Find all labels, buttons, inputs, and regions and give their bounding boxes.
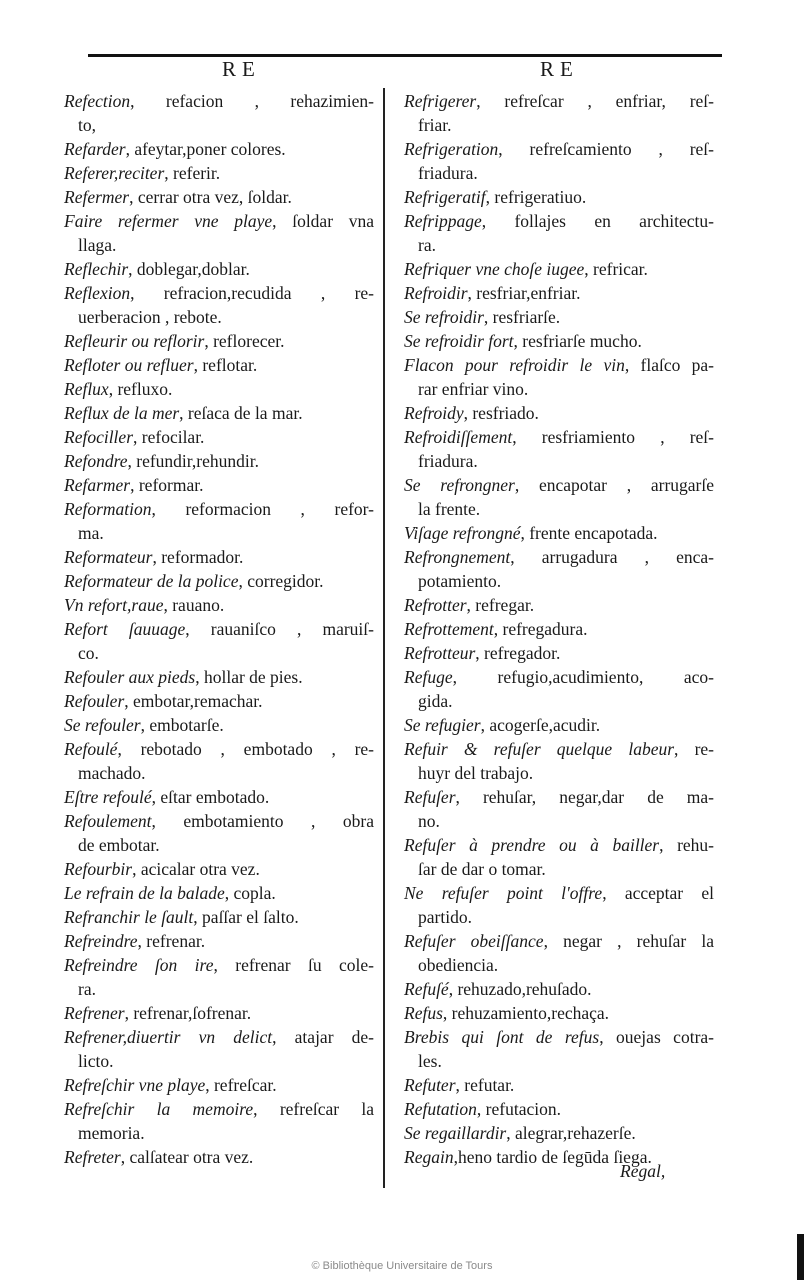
entry-headword: Refleurir ou reflorir (64, 331, 205, 351)
entry-headword: Refuſé (404, 979, 449, 999)
entry-headword: Reformation (64, 499, 152, 519)
entry-definition: , corregidor. (238, 571, 324, 591)
dictionary-entry (64, 1097, 374, 1145)
entry-definition: , rauano. (163, 595, 225, 615)
entry-definition: , refacion , rehazimien- (130, 91, 374, 111)
entry-continuation: ſar de dar o tomar. (418, 859, 546, 879)
dictionary-entry (64, 161, 374, 185)
dictionary-entry (404, 665, 714, 713)
entry-headword: Se refroidir fort (404, 331, 514, 351)
entry-definition: , negar , rehuſar la (543, 931, 714, 951)
entry-headword: Refrongnement (404, 547, 511, 567)
entry-definition: , follajes en architectu- (481, 211, 714, 231)
entry-continuation: friar. (418, 115, 452, 135)
entry-definition: , frente encapotada. (520, 523, 658, 543)
entry-headword: Reflux de la mer (64, 403, 180, 423)
entry-headword: Refroidy (404, 403, 464, 423)
entry-definition: , flaſco pa- (624, 355, 715, 375)
entry-definition: , copla. (224, 883, 276, 903)
entry-headword: Reflechir (64, 259, 129, 279)
entry-headword: Refus (404, 1003, 443, 1023)
dictionary-entry (404, 833, 714, 881)
entry-continuation: ma. (78, 523, 104, 543)
dictionary-entry (64, 929, 374, 953)
entry-definition: , refreſcar la (253, 1099, 374, 1119)
entry-definition: , refregador. (475, 643, 561, 663)
entry-headword: Refloter ou refluer (64, 355, 194, 375)
entry-definition: , reſaca de la mar. (179, 403, 303, 423)
entry-definition: , refutacion. (476, 1099, 561, 1119)
dictionary-entry (404, 545, 714, 593)
dictionary-entry (64, 425, 374, 449)
entry-definition: , rehuzado,rehuſado. (448, 979, 592, 999)
entry-definition: , refregar. (466, 595, 535, 615)
entry-definition: , hollar de pies. (195, 667, 303, 687)
entry-definition: , acicalar otra vez. (132, 859, 260, 879)
entry-headword: Refrippage (404, 211, 482, 231)
entry-headword: Reformateur (64, 547, 153, 567)
entry-definition: , refreſcar , enfriar, reſ- (476, 91, 714, 111)
entry-definition: , reformar. (130, 475, 204, 495)
entry-definition: , acogerſe,acudir. (480, 715, 601, 735)
dictionary-entry (64, 1145, 374, 1169)
entry-definition: , refrenar,ſofrenar. (124, 1003, 252, 1023)
entry-continuation: la frente. (418, 499, 481, 519)
dictionary-entry (64, 809, 374, 857)
dictionary-entry (64, 377, 374, 401)
entry-definition: , re- (674, 739, 714, 759)
entry-headword: Refarder (64, 139, 126, 159)
entry-definition: , refreſcamiento , reſ- (498, 139, 714, 159)
entry-continuation: huyr del trabajo. (418, 763, 534, 783)
catchword: Regal, (620, 1161, 666, 1181)
entry-headword: Le refrain de la balade (64, 883, 225, 903)
dictionary-entry (64, 353, 374, 377)
dictionary-entry (404, 1097, 714, 1121)
entry-definition: , reflotar. (193, 355, 258, 375)
entry-headword: Refrottement (404, 619, 494, 639)
entry-headword: Refuge (404, 667, 453, 687)
dictionary-entry (404, 281, 714, 305)
dictionary-entry (64, 569, 374, 593)
entry-headword: Refutation (404, 1099, 477, 1119)
dictionary-entry (404, 617, 714, 641)
dictionary-entry (64, 1001, 374, 1025)
dictionary-entry (64, 785, 374, 809)
entry-headword: Refociller (64, 427, 134, 447)
entry-continuation: co. (78, 643, 99, 663)
dictionary-entry (64, 401, 374, 425)
entry-definition: , resfriar,enfriar. (467, 283, 581, 303)
entry-headword: Refoulement (64, 811, 152, 831)
entry-continuation: gida. (418, 691, 453, 711)
entry-continuation: machado. (78, 763, 146, 783)
entry-definition: , refracion,recudida , re- (130, 283, 374, 303)
entry-headword: Reflux (64, 379, 109, 399)
dictionary-entry (404, 593, 714, 617)
entry-headword: Referer,reciter (64, 163, 165, 183)
entry-definition: , resfriado. (463, 403, 539, 423)
dictionary-entry (404, 1001, 714, 1025)
entry-definition: , resfriarſe mucho. (513, 331, 642, 351)
copyright-footer: © Bibliothèque Universitaire de Tours (311, 1260, 493, 1272)
entry-definition: , refocilar. (133, 427, 205, 447)
entry-continuation: potamiento. (418, 571, 502, 591)
dictionary-entry (404, 929, 714, 977)
dictionary-entry (64, 137, 374, 161)
entry-continuation: to, (78, 115, 96, 135)
entry-definition: , rebotado , embotado , re- (117, 739, 374, 759)
dictionary-entry (64, 593, 374, 617)
entry-headword: Refroidir (404, 283, 468, 303)
dictionary-entry (64, 545, 374, 569)
entry-headword: Refreſchir la memoire (64, 1099, 254, 1119)
entry-definition: , embotamiento , obra (151, 811, 374, 831)
left-column (64, 89, 374, 1169)
entry-definition: , refregadura. (493, 619, 588, 639)
entry-definition: , resfriamiento , reſ- (512, 427, 714, 447)
entry-definition: , rehuzamiento,rechaça. (442, 1003, 610, 1023)
dictionary-entry (64, 1025, 374, 1073)
entry-continuation: no. (418, 811, 440, 831)
entry-headword: Refondre (64, 451, 128, 471)
entry-definition: , ſoldar vna (272, 211, 374, 231)
dictionary-entry (64, 1073, 374, 1097)
entry-definition: , refreſcar. (205, 1075, 277, 1095)
entry-continuation: friadura. (418, 451, 478, 471)
entry-continuation: ra. (78, 979, 96, 999)
entry-definition: , embotar,remachar. (124, 691, 263, 711)
entry-headword: Reflexion (64, 283, 131, 303)
entry-headword: Flacon pour refroidir le vin (404, 355, 625, 375)
scan-edge (797, 1234, 804, 1280)
entry-headword: Refarmer (64, 475, 131, 495)
entry-headword: Refort ſauuage (64, 619, 186, 639)
column-divider (383, 88, 385, 1188)
entry-continuation: partido. (418, 907, 472, 927)
dictionary-entry (64, 905, 374, 929)
dictionary-entry (64, 617, 374, 665)
entry-headword: Refriquer vne choſe iugee (404, 259, 585, 279)
dictionary-entry (64, 857, 374, 881)
entry-definition: , cerrar otra vez, ſoldar. (129, 187, 292, 207)
entry-headword: Se refroidir (404, 307, 484, 327)
dictionary-entry (404, 1025, 714, 1073)
entry-definition: , reflorecer. (204, 331, 285, 351)
entry-definition: , paſſar el ſalto. (193, 907, 299, 927)
entry-continuation: de embotar. (78, 835, 160, 855)
entry-headword: Refrener (64, 1003, 125, 1023)
dictionary-entry (404, 785, 714, 833)
entry-definition: , refutar. (455, 1075, 515, 1095)
dictionary-entry (404, 401, 714, 425)
dictionary-entry (64, 281, 374, 329)
dictionary-entry (404, 1145, 714, 1169)
dictionary-entry (404, 521, 714, 545)
dictionary-entry (404, 89, 714, 137)
entry-headword: Refroidiſſement (404, 427, 513, 447)
entry-headword: Refourbir (64, 859, 133, 879)
entry-continuation: obediencia. (418, 955, 499, 975)
dictionary-entry (404, 977, 714, 1001)
dictionary-entry (64, 449, 374, 473)
entry-headword: Refuſer (404, 787, 456, 807)
entry-headword: Refuſer obeiſſance (404, 931, 544, 951)
entry-headword: Se refrongner (404, 475, 515, 495)
dictionary-entry (64, 665, 374, 689)
entry-definition: , resfriarſe. (483, 307, 561, 327)
entry-continuation: uerberacion , rebote. (78, 307, 222, 327)
dictionary-entry (64, 689, 374, 713)
dictionary-entry (404, 209, 714, 257)
dictionary-entry (404, 641, 714, 665)
entry-headword: Refranchir le ſault (64, 907, 194, 927)
entry-continuation: ra. (418, 235, 436, 255)
entry-headword: Refrotter (404, 595, 467, 615)
entry-headword: Refreindre (64, 931, 138, 951)
dictionary-entry (404, 1121, 714, 1145)
dictionary-entry (404, 881, 714, 929)
entry-definition: , alegrar,rehazerſe. (506, 1123, 636, 1143)
entry-headword: Se refouler (64, 715, 141, 735)
entry-continuation: memoria. (78, 1123, 145, 1143)
entry-continuation: llaga. (78, 235, 117, 255)
dictionary-entry (404, 137, 714, 185)
entry-headword: Refouler aux pieds (64, 667, 196, 687)
dictionary-entry (64, 329, 374, 353)
entry-headword: Refermer (64, 187, 130, 207)
entry-definition: , doblegar,doblar. (128, 259, 250, 279)
entry-headword: Refuir & refuſer quelque labeur (404, 739, 675, 759)
dictionary-entry (64, 713, 374, 737)
entry-definition: ,heno tardio de ſegūda ſiega. (453, 1147, 652, 1167)
entry-continuation: friadura. (418, 163, 478, 183)
entry-definition: , encapotar , arrugarſe (514, 475, 715, 495)
entry-definition: , refrenar. (137, 931, 206, 951)
dictionary-entry (404, 353, 714, 401)
entry-definition: , refrenar ſu cole- (213, 955, 374, 975)
dictionary-entry (404, 329, 714, 353)
entry-headword: Refuſer à prendre ou à bailler (404, 835, 660, 855)
entry-headword: Refreindre ſon ire (64, 955, 214, 975)
entry-definition: , rehu- (659, 835, 714, 855)
entry-headword: Refrigeratif (404, 187, 486, 207)
dictionary-entry (64, 881, 374, 905)
entry-headword: Regain (404, 1147, 454, 1167)
entry-definition: , reformacion , refor- (151, 499, 374, 519)
entry-headword: Ne refuſer point l'offre (404, 883, 603, 903)
dictionary-entry (64, 257, 374, 281)
entry-continuation: les. (418, 1051, 442, 1071)
entry-headword: Refreter (64, 1147, 121, 1167)
dictionary-entry (404, 257, 714, 281)
dictionary-entry (404, 1073, 714, 1097)
dictionary-entry (64, 497, 374, 545)
dictionary-entry (64, 209, 374, 257)
entry-definition: , embotarſe. (140, 715, 224, 735)
entry-headword: Se refugier (404, 715, 481, 735)
entry-headword: Refrotteur (404, 643, 476, 663)
dictionary-entry (64, 473, 374, 497)
entry-headword: Refouler (64, 691, 125, 711)
entry-definition: , arrugadura , enca- (510, 547, 714, 567)
entry-headword: Vn refort,raue (64, 595, 164, 615)
entry-definition: , refricar. (584, 259, 648, 279)
dictionary-entry (404, 305, 714, 329)
entry-definition: , ouejas cotra- (599, 1027, 714, 1047)
entry-headword: Faire refermer vne playe (64, 211, 273, 231)
entry-definition: , afeytar,poner colores. (125, 139, 286, 159)
entry-continuation: licto. (78, 1051, 114, 1071)
entry-headword: Refreſchir vne playe (64, 1075, 206, 1095)
entry-continuation: rar enfriar vino. (418, 379, 529, 399)
entry-definition: , rauaniſco , maruiſ- (185, 619, 374, 639)
entry-definition: , rehuſar, negar,dar de ma- (455, 787, 714, 807)
entry-definition: , acceptar el (602, 883, 715, 903)
entry-headword: Reformateur de la police (64, 571, 239, 591)
entry-headword: Refoulé (64, 739, 118, 759)
dictionary-entry (404, 185, 714, 209)
entry-headword: Eſtre refoulé (64, 787, 152, 807)
entry-headword: Refuter (404, 1075, 456, 1095)
dictionary-entry (64, 89, 374, 137)
entry-definition: , refluxo. (108, 379, 173, 399)
entry-definition: , refrigeratiuo. (485, 187, 587, 207)
entry-headword: Refrigerer (404, 91, 477, 111)
entry-definition: , eſtar embotado. (151, 787, 270, 807)
running-head-left: RE (222, 57, 261, 81)
entry-headword: Viſage refrongné (404, 523, 521, 543)
entry-definition: , atajar de- (272, 1027, 375, 1047)
dictionary-entry (404, 713, 714, 737)
dictionary-entry (64, 185, 374, 209)
entry-headword: Brebis qui ſont de refus (404, 1027, 600, 1047)
entry-headword: Refection (64, 91, 131, 111)
dictionary-entry (64, 953, 374, 1001)
header-rule (88, 54, 722, 57)
dictionary-entry (404, 425, 714, 473)
entry-headword: Refrener,diuertir vn delict (64, 1027, 273, 1047)
dictionary-entry (404, 473, 714, 521)
running-head-right: RE (540, 57, 579, 81)
dictionary-entry (64, 737, 374, 785)
entry-definition: , calſatear otra vez. (120, 1147, 254, 1167)
entry-headword: Se regaillardir (404, 1123, 507, 1143)
entry-headword: Refrigeration (404, 139, 499, 159)
entry-definition: , reformador. (152, 547, 244, 567)
entry-definition: , refugio,acudimiento, aco- (452, 667, 714, 687)
entry-definition: , refundir,rehundir. (127, 451, 259, 471)
dictionary-entry (404, 737, 714, 785)
right-column (404, 89, 714, 1169)
entry-definition: , referir. (164, 163, 221, 183)
